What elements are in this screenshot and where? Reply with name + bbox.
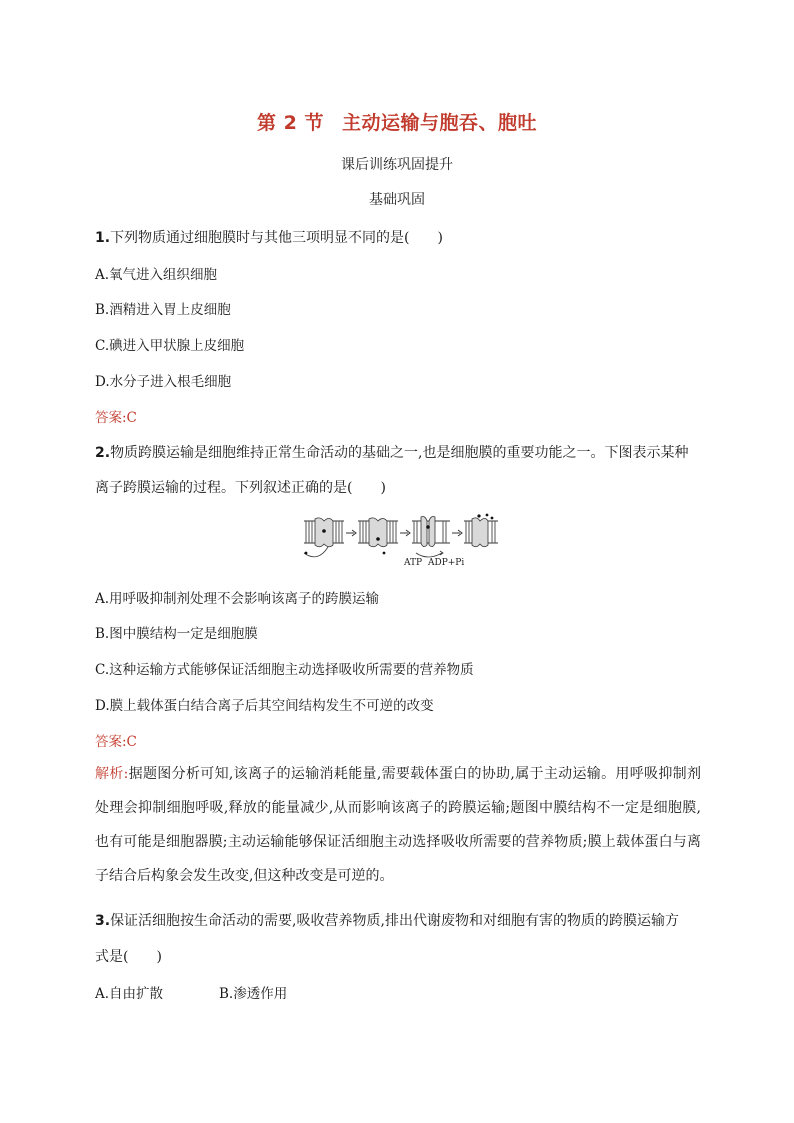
q2-stem-line1 [95, 442, 705, 462]
membrane-stage-1 [304, 518, 344, 557]
section-number: 第 2 节 [257, 112, 324, 134]
q3-stem-line2: 式是( ) [95, 949, 162, 965]
q3-options [95, 982, 705, 1002]
q3-number: 3. [95, 913, 111, 929]
atp-label: ATP [404, 558, 423, 568]
q3-option-b: B.渗透作用 [219, 986, 288, 1002]
q1-option-d: D.水分子进入根毛细胞 [95, 374, 232, 390]
section-name: 主动运输与胞吞、胞吐 [341, 112, 537, 134]
ion-transport-diagram [300, 513, 500, 569]
subtitle-practice: 课后训练巩固提升 [341, 157, 453, 173]
q2-analysis-text: 据题图分析可知,该离子的运输消耗能量,需要载体蛋白的协助,属于主动运输。用呼吸抑制剂处理会抑制细胞呼吸,释放的能量减少,从而影响该离子的跨膜运输;题图中膜结构不一定是细胞膜,也有可能是细胞器膜;主动运输能够保证活细胞主动选择吸收所需要的营养物质;膜上载体蛋白与离子结合后构象会发生改变,但这种改变是可逆的。 [95, 766, 701, 884]
adp-label: ADP+Pi [428, 558, 465, 568]
membrane-stage-4 [464, 514, 498, 547]
q3-option-a: A.自由扩散 [95, 986, 164, 1002]
q2-option-d: D.膜上载体蛋白结合离子后其空间结构发生不可逆的改变 [95, 698, 434, 714]
q1-option-a: A.氧气进入组织细胞 [95, 267, 218, 283]
q3-stem-line1 [95, 910, 705, 930]
q2-number: 2. [95, 445, 111, 461]
q2-analysis-label: 解析: [95, 766, 129, 782]
page-title [0, 108, 794, 135]
q1-text: 下列物质通过细胞膜时与其他三项明显不同的是( ) [110, 230, 443, 246]
q2-answer: 答案:C [95, 734, 137, 750]
q3-text-1: 保证活细胞按生命活动的需要,吸收营养物质,排出代谢废物和对细胞有害的物质的跨膜运输方 [110, 913, 679, 929]
membrane-stage-3 [412, 517, 450, 558]
q1-answer: 答案:C [95, 410, 137, 426]
q2-option-a: A.用呼吸抑制剂处理不会影响该离子的跨膜运输 [95, 591, 380, 607]
q1-option-c: C.碘进入甲状腺上皮细胞 [95, 338, 245, 354]
subtitle-basic: 基础巩固 [369, 192, 425, 208]
q2-analysis [95, 757, 701, 893]
q2-text-1: 物质跨膜运输是细胞维持正常生命活动的基础之一,也是细胞膜的重要功能之一。下图表示某种 [110, 445, 689, 461]
q1-stem [95, 227, 705, 247]
q1-number: 1. [95, 230, 111, 246]
q2-option-b: B.图中膜结构一定是细胞膜 [95, 626, 258, 642]
q2-option-c: C.这种运输方式能够保证活细胞主动选择吸收所需要的营养物质 [95, 662, 474, 678]
q1-option-b: B.酒精进入胃上皮细胞 [95, 302, 231, 318]
membrane-stage-2 [358, 518, 398, 555]
q2-stem-line2: 离子跨膜运输的过程。下列叙述正确的是( ) [95, 480, 386, 496]
